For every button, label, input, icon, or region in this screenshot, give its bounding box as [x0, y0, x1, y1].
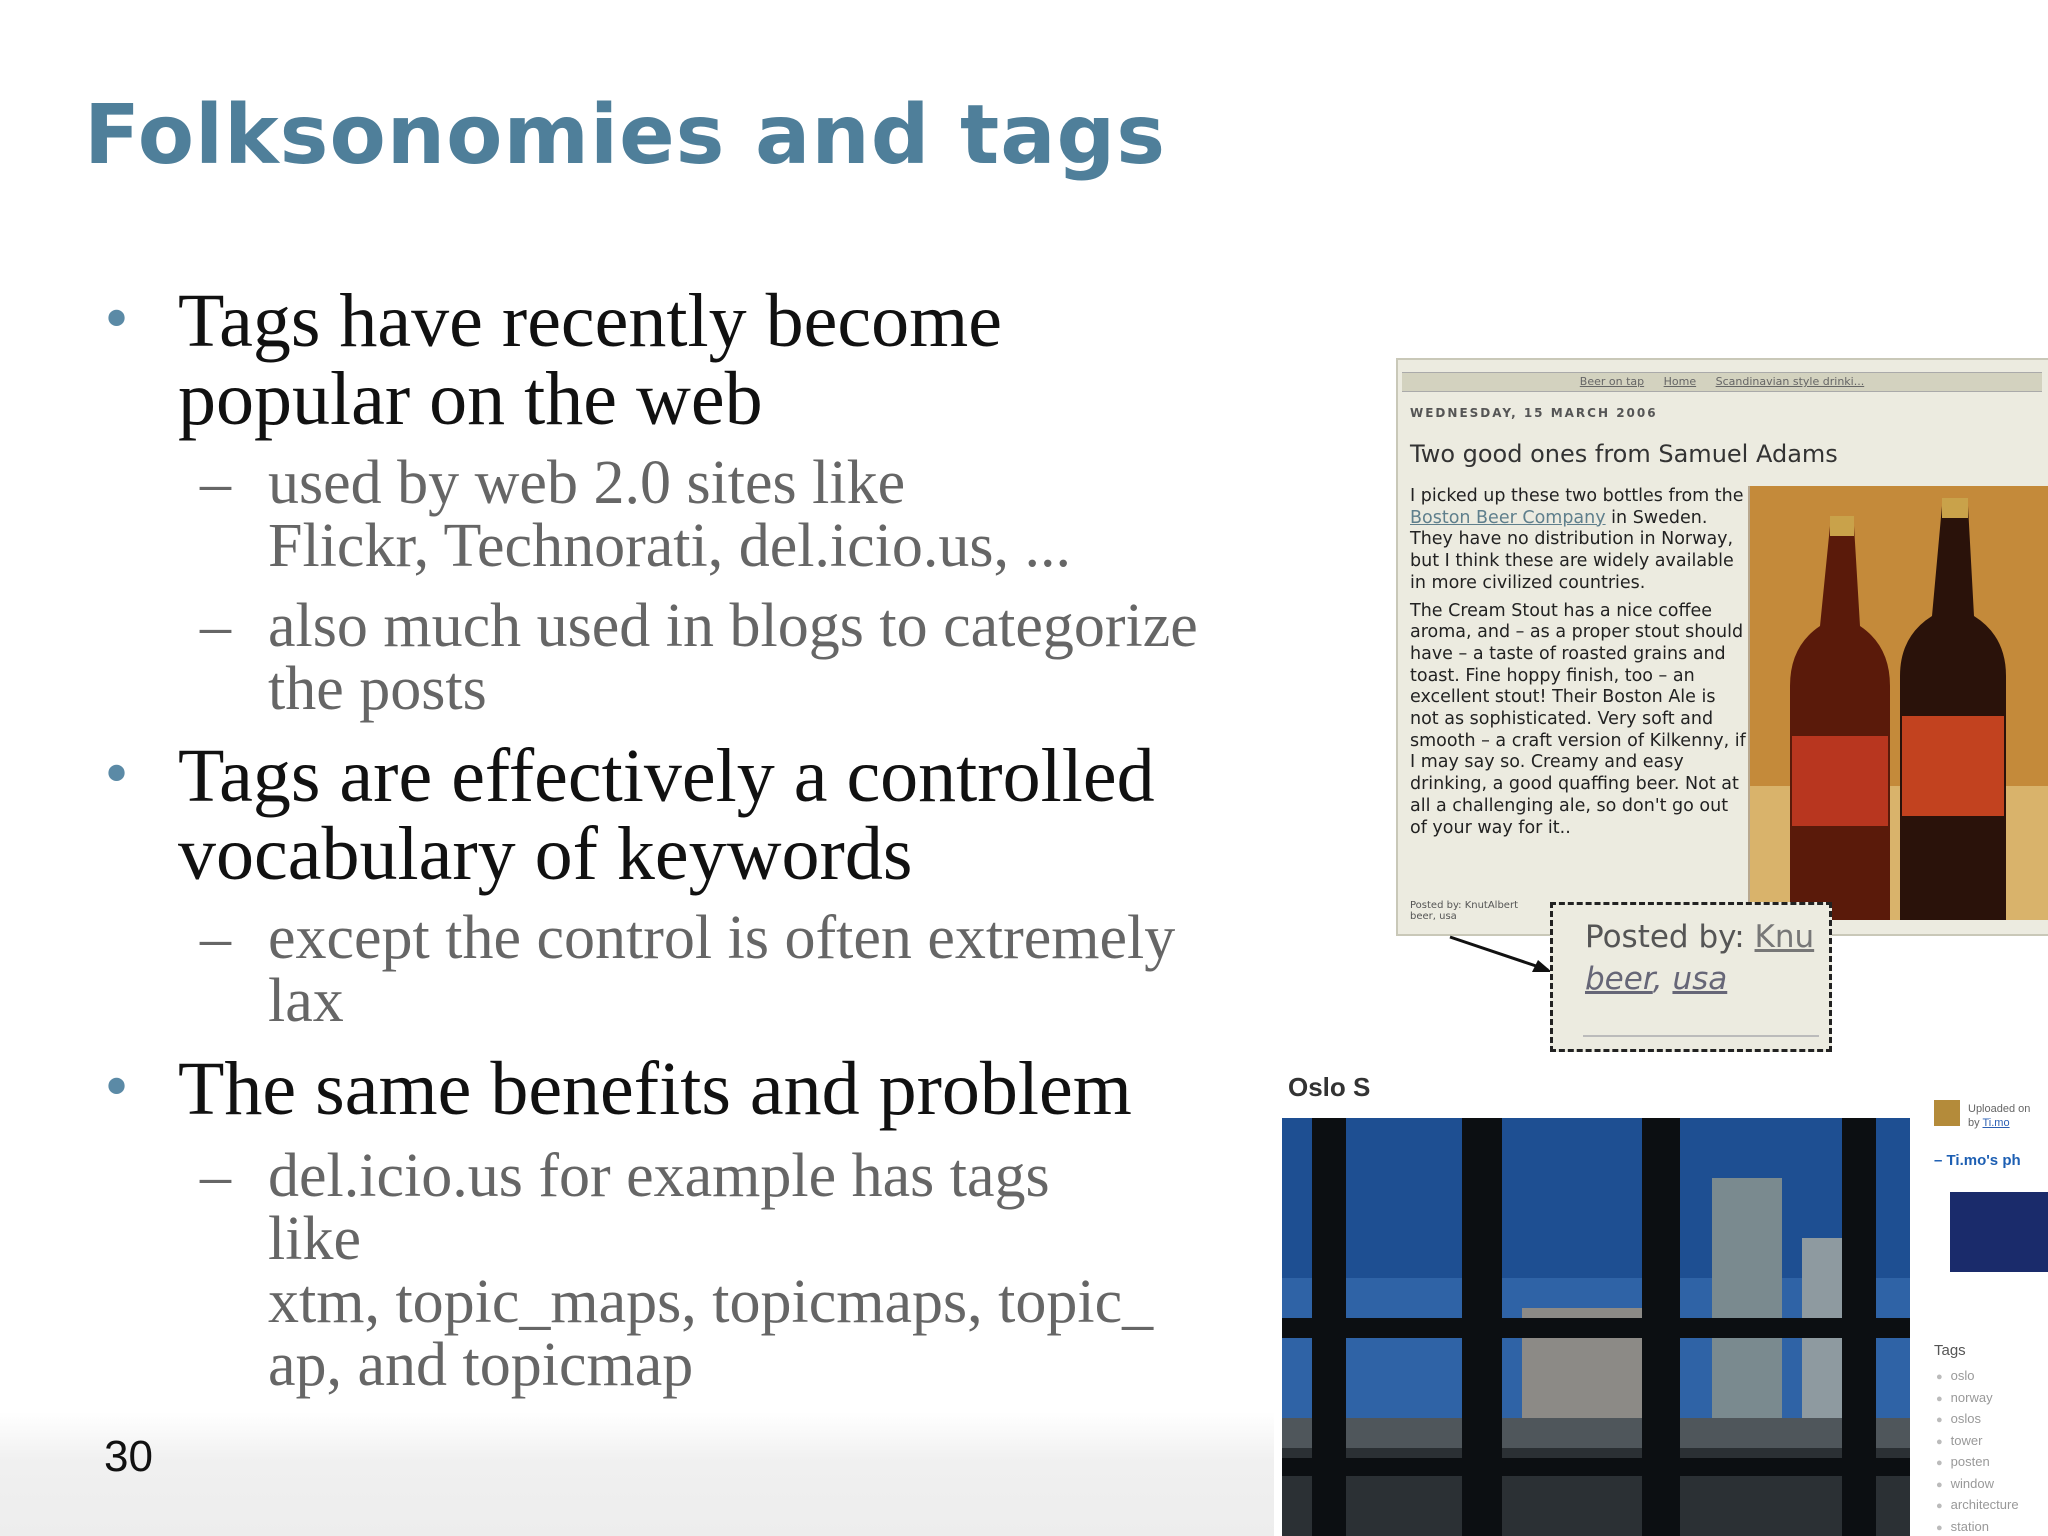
subbullet-line: xtm, topic_maps, topicmaps, topic_	[268, 1268, 1154, 1336]
tags-zoom-callout	[1550, 902, 1832, 1052]
blog-post-date: WEDNESDAY, 15 MARCH 2006	[1410, 406, 1658, 420]
subbullet-dash: –	[200, 904, 231, 972]
slide-title: Folksonomies and tags	[84, 88, 1167, 183]
by-label: by	[1968, 1117, 1983, 1129]
flickr-tag[interactable]: ● norway	[1936, 1388, 2019, 1410]
subbullet-line: used by web 2.0 sites like	[268, 449, 906, 517]
bullet-dot: •	[100, 1056, 134, 1121]
uploaded-info	[1968, 1102, 2030, 1130]
blog-nav-link[interactable]: Beer on tap	[1579, 375, 1645, 388]
uploaded-label: Uploaded on	[1968, 1103, 2031, 1115]
photoset-thumbnail[interactable]	[1950, 1192, 2048, 1272]
blog-paragraph: The Cream Stout has a nice coffee aroma, and – as a proper stout should have – a taste of roasted grains and toast. Fine hoppy finish, too – an excellent stout! Their Boston Ale is not as sophisticated. Very soft and smooth – a craft version of Kilkenny, if I may say so. Creamy and easy drinking, a good quaffing beer. Not at all a challenging ale, so don't go out of your way for it..	[1410, 600, 1746, 838]
flickr-tag[interactable]: ● posten	[1936, 1452, 2019, 1474]
blog-post-title: Two good ones from Samuel Adams	[1410, 440, 1838, 468]
subbullet-line: like	[268, 1205, 361, 1273]
bullet-line: The same benefits and problem	[178, 1047, 1132, 1131]
subbullet-line: ap, and topicmap	[268, 1331, 694, 1399]
flickr-tag[interactable]: ● oslos	[1936, 1409, 2019, 1431]
slide-number: 30	[104, 1432, 153, 1481]
flickr-tag[interactable]: ● oslo	[1936, 1366, 2019, 1388]
flickr-tag[interactable]: ● tower	[1936, 1431, 2019, 1453]
uploader-link[interactable]: Ti.mo	[1982, 1117, 2010, 1129]
subbullet-line: also much used in blogs to categorize	[268, 592, 1198, 660]
flickr-tags-heading: Tags	[1934, 1342, 1966, 1359]
blog-text: in Sweden. They have no distribution in Norway, but I think these are widely available in more civilized countries.	[1410, 507, 1734, 593]
oslo-window-photo[interactable]	[1282, 1118, 1910, 1536]
bullet-dot: •	[100, 743, 134, 808]
tag-link-beer[interactable]: beer	[1585, 961, 1653, 997]
posted-by-label: Posted by:	[1585, 919, 1755, 955]
callout-posted-by	[1585, 919, 1814, 955]
photoset-title[interactable]: – Ti.mo's ph	[1934, 1152, 2021, 1169]
blog-text: I picked up these two bottles from the	[1410, 486, 1744, 506]
subbullet-line: except the control is often extremely	[268, 904, 1176, 972]
tag-link-usa[interactable]: usa	[1672, 961, 1728, 997]
flickr-tag[interactable]: ● station	[1936, 1517, 2019, 1536]
subbullet-dash: –	[200, 449, 231, 517]
callout-divider	[1583, 1035, 1819, 1037]
bullet-line: vocabulary of keywords	[178, 812, 913, 896]
boston-beer-link[interactable]: Boston Beer Company	[1410, 507, 1606, 528]
flickr-tag[interactable]: ● window	[1936, 1474, 2019, 1496]
flickr-tag-list	[1936, 1366, 2019, 1536]
tags-small: beer, usa	[1410, 911, 1457, 922]
flickr-photo-title: Oslo S	[1288, 1072, 1371, 1102]
bullet-line: Tags have recently become	[178, 279, 1002, 363]
bullet-dot: •	[100, 288, 134, 353]
subbullet-dash: –	[200, 592, 231, 660]
posted-by-small: Posted by: KnutAlbert	[1410, 900, 1518, 911]
subbullet-line: del.icio.us for example has tags	[268, 1142, 1050, 1210]
subbullet-line: lax	[268, 967, 344, 1035]
subbullet-dash: –	[200, 1142, 231, 1210]
bullet-line: Tags are effectively a controlled	[178, 734, 1155, 818]
window-photo-illustration	[1282, 1118, 1910, 1536]
callout-tags	[1585, 961, 1727, 997]
author-link[interactable]: Knu	[1754, 919, 1815, 955]
tag-separator: ,	[1652, 961, 1673, 997]
bullet-line: popular on the web	[178, 357, 763, 441]
subbullet-line: Flickr, Technorati, del.icio.us, ...	[268, 512, 1072, 580]
blog-nav-link[interactable]: Home	[1663, 375, 1697, 388]
flickr-screenshot	[1274, 1052, 2048, 1536]
subbullet-line: the posts	[268, 655, 487, 723]
flickr-tag[interactable]: ● architecture	[1936, 1495, 2019, 1517]
photoset-title-text: Ti.mo's ph	[1946, 1152, 2021, 1169]
blog-nav-link[interactable]: Scandinavian style drinki...	[1715, 375, 1865, 388]
uploader-avatar[interactable]	[1934, 1100, 1960, 1126]
